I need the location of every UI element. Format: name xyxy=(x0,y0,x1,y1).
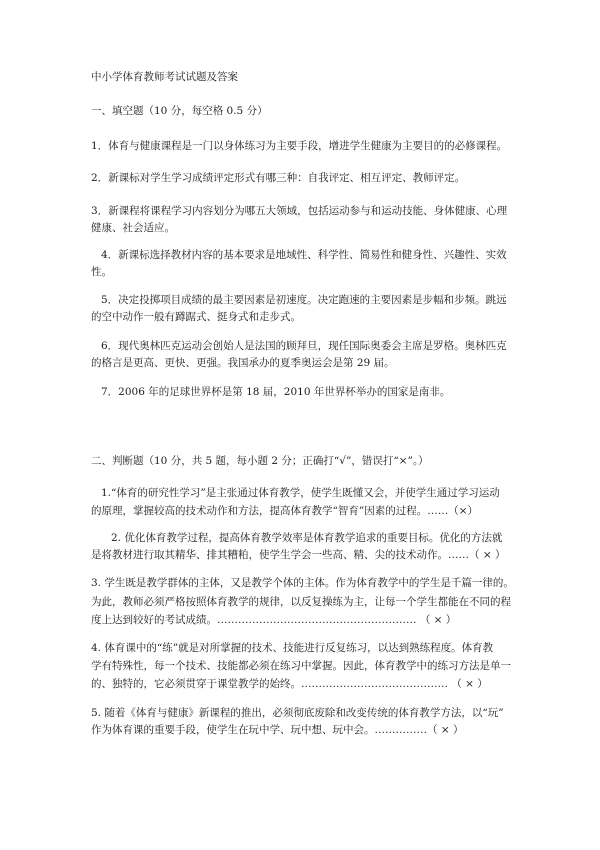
fill-item-7-line-1: 7．2006 年的足球世界杯是第 18 届，2010 年世界杯举办的国家是南非。 xyxy=(101,386,451,398)
fill-item-6-line-2: 的格言是更高、更快、更强。我国承办的夏季奥运会是第 29 届。 xyxy=(91,357,395,369)
fill-item-3-line-2: 健康、社会适应。 xyxy=(91,222,175,234)
judge-item-4-line-1: 4. 体育课中的“练”就是对所掌握的技术、技能进行反复练习，以达到熟练程度。体育教 xyxy=(91,642,494,654)
judge-item-5-line-2: 作为体育课的重要手段，使学生在玩中学、玩中想、玩中会。……………（ × ） xyxy=(91,724,464,736)
judge-item-3-line-3: 度上达到较好的考试成绩。………………………………………………… （ × ） xyxy=(91,614,457,626)
judge-item-3-line-2: 为此，教师必须严格按照体育教学的规律，以反复操练为主，让每一个学生都能在不同的程 xyxy=(91,596,511,608)
fill-item-6-line-1: 6．现代奥林匹克运动会创始人是法国的顾拜旦，现任国际奥委会主席是罗格。奥林匹克 xyxy=(101,340,507,352)
fill-item-5-line-1: 5．决定投掷项目成绩的最主要因素是初速度。决定跑速的主要因素是步幅和步频。跳远 xyxy=(101,294,507,306)
fill-item-5-line-2: 的空中动作一般有蹲踞式、挺身式和走步式。 xyxy=(91,311,301,323)
judge-item-4-line-3: 的、独特的，它必须贯穿于课堂教学的始终。…………………………………… （ × ） xyxy=(91,678,488,690)
fill-item-3-line-1: 3．新课程将课程学习内容划分为哪五大领域，包括运动参与和运动技能、身体健康、心理 xyxy=(91,205,508,217)
judge-item-2-line-1: 2. 优化体育教学过程，提高体育教学效率是体育教学追求的重要目标。优化的方法就 xyxy=(111,532,503,544)
fill-item-4-line-2: 性。 xyxy=(91,266,112,278)
judge-item-3-line-1: 3. 学生既是教学群体的主体，又是教学个体的主体。作为体育教学中的学生是千篇一律的。 xyxy=(91,577,514,589)
judge-item-4-line-2: 学有特殊性，每一个技术、技能都必须在练习中掌握。因此，体育教学中的练习方法是单一 xyxy=(91,660,511,672)
judge-item-2-line-2: 是将教材进行取其精华、排其糟粕，使学生学会一些高、精、尖的技术动作。……（ × ） xyxy=(91,549,506,561)
judge-item-5-line-1: 5. 随着《体育与健康》新课程的推出，必须彻底废除和改变传统的体育教学方法，以“玩” xyxy=(91,707,504,719)
fill-item-2-line-1: 2．新课标对学生学习成绩评定形式有哪三种：自我评定、相互评定、教师评定。 xyxy=(91,172,466,184)
section2-heading: 二、判断题（10 分，共 5 题，每小题 2 分；正确打“√”，错误打“×”。） xyxy=(91,455,429,467)
section1-heading: 一、填空题（10 分，每空格 0.5 分） xyxy=(91,105,268,117)
document-title: 中小学体育教师考试试题及答案 xyxy=(91,71,238,83)
fill-item-1-line-1: 1．体育与健康课程是一门以身体练习为主要手段，增进学生健康为主要目的的必修课程。 xyxy=(91,140,508,152)
fill-item-4-line-1: 4．新课标选择教材内容的基本要求是地域性、科学性、简易性和健身性、兴趣性、实效 xyxy=(101,249,507,261)
judge-item-1-line-1: 1.“体育的研究性学习”是主张通过体育教学，使学生既懂又会，并使学生通过学习运动 xyxy=(101,487,500,499)
judge-item-1-line-2: 的原理，掌握较高的技术动作和方法，提高体育教学“智育”因素的过程。……（×） xyxy=(91,505,479,517)
